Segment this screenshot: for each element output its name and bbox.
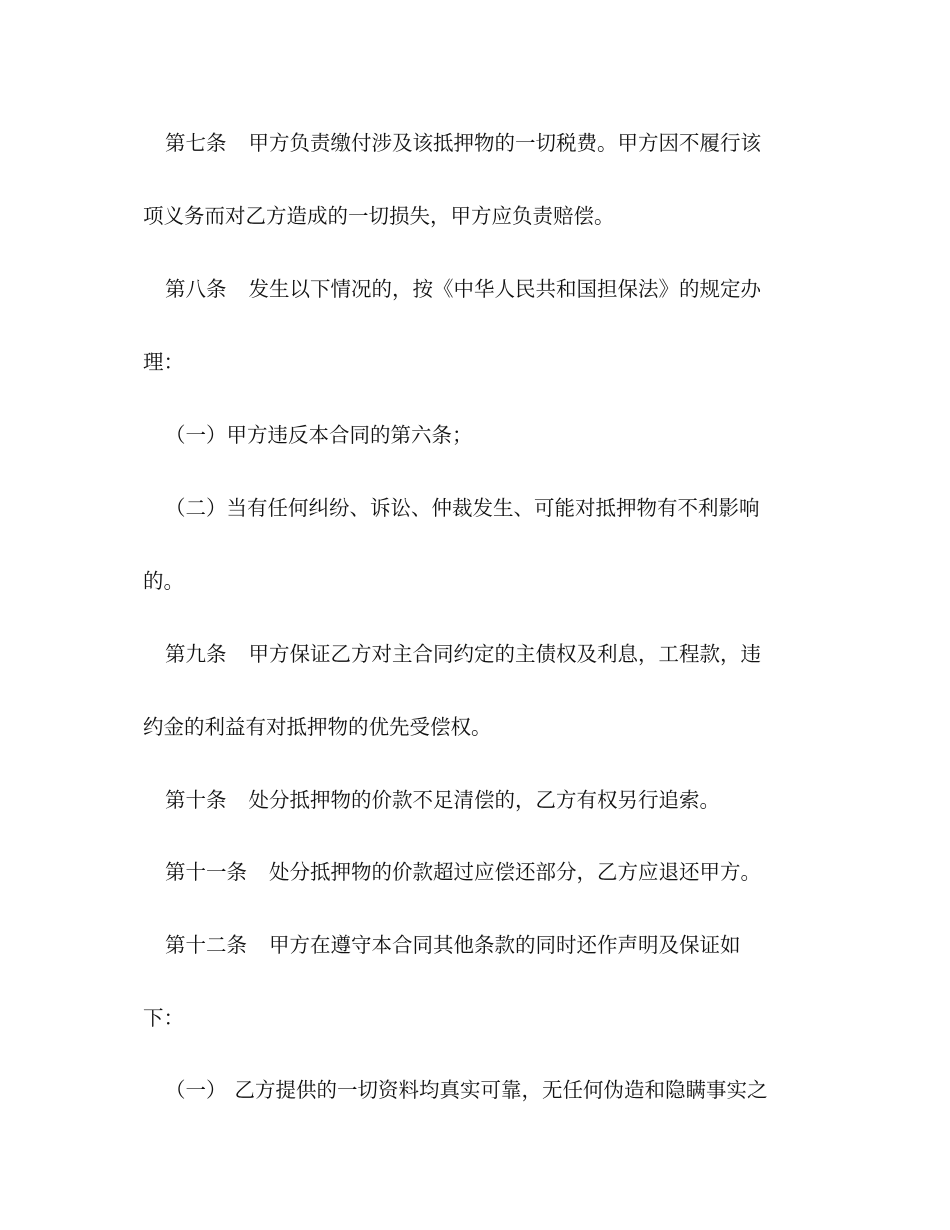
article-8-text: 发生以下情况的，按《中华人民共和国担保法》的规定办 — [248, 277, 761, 301]
article-12-item-1 — [165, 1076, 950, 1104]
article-8-item-2-line-2: 的。 — [143, 569, 184, 593]
article-7-line-1 — [165, 129, 950, 157]
article-8-item-1: （一）甲方违反本合同的第六条； — [165, 423, 473, 447]
article-11-text: 处分抵押物的价款超过应偿还部分，乙方应退还甲方。 — [269, 860, 761, 884]
article-9-line-1 — [165, 640, 950, 668]
article-12-item-1-text: 乙方提供的一切资料均真实可靠，无任何伪造和隐瞒事实之 — [234, 1078, 768, 1102]
article-11-line — [165, 858, 950, 886]
article-8-line-1 — [165, 275, 950, 303]
article-9-label: 第九条 — [165, 642, 227, 666]
article-8-line-2: 理： — [143, 350, 184, 374]
article-7-line-2: 项义务而对乙方造成的一切损失，甲方应负责赔偿。 — [143, 204, 615, 228]
article-12-line-2: 下： — [143, 1006, 184, 1030]
article-12-line-1 — [165, 931, 950, 959]
article-10-line — [165, 786, 950, 814]
article-11-label: 第十一条 — [165, 860, 247, 884]
article-9-text: 甲方保证乙方对主合同约定的主债权及利息，工程款，违 — [248, 642, 761, 666]
article-7-text: 甲方负责缴付涉及该抵押物的一切税费。甲方因不履行该 — [248, 131, 761, 155]
article-12-item-1-label: （一） — [165, 1078, 227, 1102]
article-8-item-2-line-1: （二）当有任何纠纷、诉讼、仲裁发生、可能对抵押物有不利影响 — [165, 496, 760, 520]
article-7-label: 第七条 — [165, 131, 227, 155]
article-10-text: 处分抵押物的价款不足清偿的，乙方有权另行追索。 — [248, 788, 720, 812]
article-8-label: 第八条 — [165, 277, 227, 301]
article-12-text: 甲方在遵守本合同其他条款的同时还作声明及保证如 — [269, 933, 741, 957]
article-10-label: 第十条 — [165, 788, 227, 812]
article-9-line-2: 约金的利益有对抵押物的优先受偿权。 — [143, 715, 492, 739]
article-12-label: 第十二条 — [165, 933, 247, 957]
